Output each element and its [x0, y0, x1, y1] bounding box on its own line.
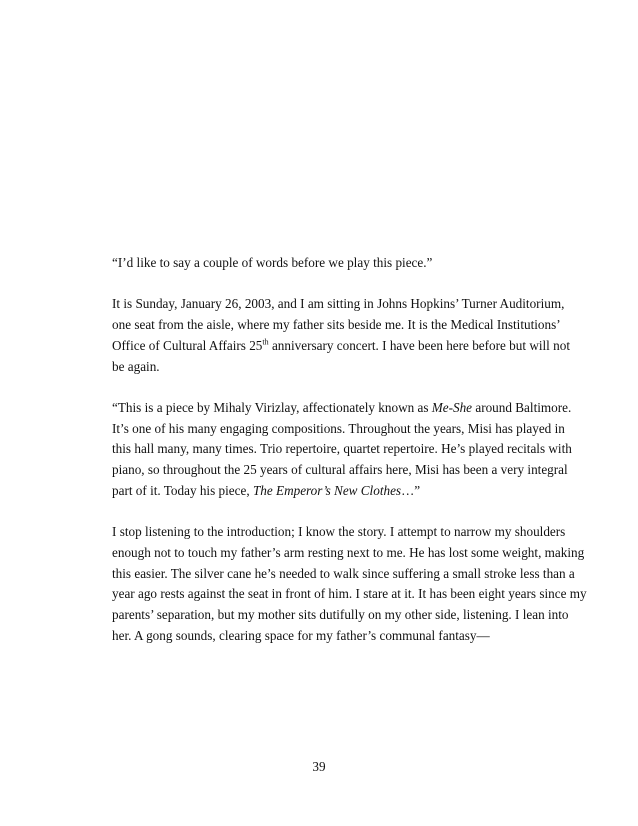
text-line: I stop listening to the introduction; I know the story. I attempt to narrow my shoulders [112, 524, 566, 540]
text-fragment: …” [401, 482, 421, 498]
text-line [112, 398, 572, 419]
ordinal-superscript: th [262, 337, 269, 347]
paragraph-introduction-speech [112, 398, 572, 502]
text-line [112, 336, 570, 357]
text-line: her. A gong sounds, clearing space for my father’s communal fantasy— [112, 627, 490, 643]
text-line: year ago rests against the seat in front of him. I stare at it. It has been eight years since my [112, 586, 587, 602]
text-line: It is Sunday, January 26, 2003, and I am sitting in Johns Hopkins’ Turner Auditorium, [112, 296, 565, 312]
text-line: “I’d like to say a couple of words before we play this piece.” [112, 255, 433, 270]
italic-title: The Emperor’s New Clothes [252, 482, 402, 498]
text-line: one seat from the aisle, where my father sits beside me. It is the Medical Institutions’ [112, 317, 561, 333]
text-line: this easier. The silver cane he’s needed to walk since suffering a small stroke less than a [112, 565, 575, 581]
text-fragment: around Baltimore. [472, 399, 572, 415]
text-line: enough not to touch my father’s arm resting next to me. He has lost some weight, making [112, 544, 585, 560]
text-fragment: anniversary concert. I have been here before but will not [268, 337, 570, 353]
page-number: 39 [312, 759, 326, 774]
text-line: parents’ separation, but my mother sits dutifully on my other side, listening. I lean into [112, 606, 569, 622]
body-text [112, 253, 587, 667]
italic-name: Me-She [431, 399, 473, 415]
text-line [112, 481, 552, 502]
paragraph-setting [112, 294, 570, 377]
text-line: It’s one of his many engaging compositions. Throughout the years, Misi has played in [112, 420, 565, 436]
paragraph-opening-quote [112, 253, 552, 274]
text-fragment: part of it. Today his piece, [112, 482, 253, 498]
text-line: this hall many, many times. Trio repertoire, quartet repertoire. He’s played recitals with [112, 441, 572, 457]
text-line: piano, so throughout the 25 years of cultural affairs here, Misi has been a very integral [112, 462, 568, 477]
text-fragment: Office of Cultural Affairs 25 [112, 337, 263, 353]
text-line: be again. [112, 358, 160, 374]
paragraph-narration [112, 522, 587, 646]
text-fragment: “This is a piece by Mihaly Virizlay, affectionately known as [112, 399, 432, 415]
